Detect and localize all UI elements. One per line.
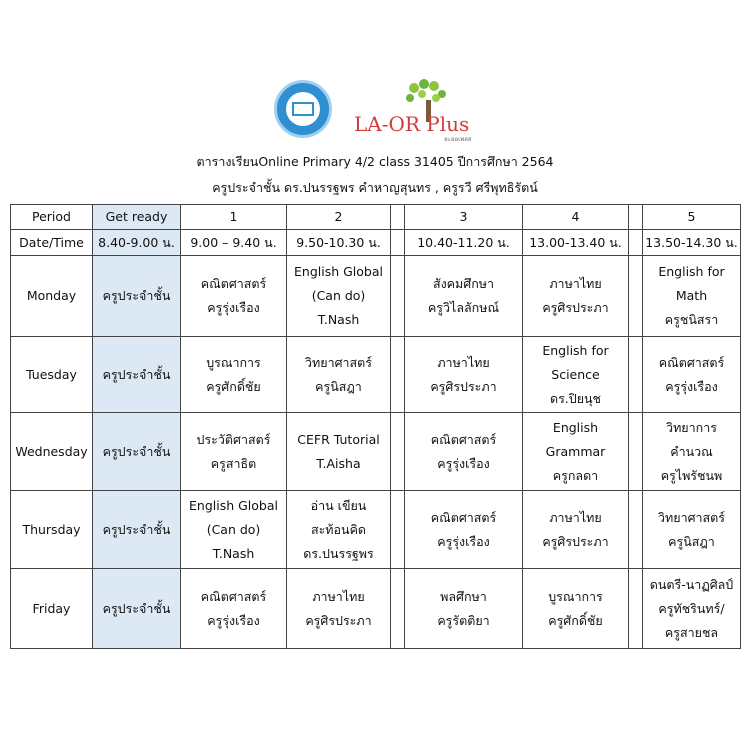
- get-ready-cell: ครูประจำชั้น: [93, 337, 181, 413]
- class-cell: คณิตศาสตร์ ครูรุ่งเรือง: [181, 256, 287, 337]
- class-cell: CEFR Tutorial T.Aisha: [287, 413, 391, 491]
- class-cell: วิทยาศาสตร์ ครูนิสฎา: [643, 491, 741, 569]
- period-4-header: 4: [523, 205, 629, 230]
- day-label: Tuesday: [11, 337, 93, 413]
- day-label: Monday: [11, 256, 93, 337]
- class-cell: ประวัติศาสตร์ ครูสาธิต: [181, 413, 287, 491]
- class-cell: อ่าน เขียน สะท้อนคิด ดร.ปนรรฐพร: [287, 491, 391, 569]
- period-header: Period: [11, 205, 93, 230]
- get-ready-cell: ครูประจำชั้น: [93, 569, 181, 649]
- page-subtitle: ครูประจำชั้น ดร.ปนรรฐพร คำหาญสุนทร , ครูรวี ศรีพุทธิรัตน์: [212, 180, 538, 195]
- day-row: [11, 256, 741, 337]
- class-cell: English for Math ครูชนิสรา: [643, 256, 741, 337]
- header-logos: [0, 78, 750, 143]
- class-cell: ภาษาไทย ครูศิรประภา: [405, 337, 523, 413]
- period-2-time: 9.50-10.30 น.: [287, 230, 391, 256]
- class-cell: English for Science ดร.ปิยนุช: [523, 337, 629, 413]
- class-cell: ดนตรี-นาฏศิลป์ ครูทัชรินทร์/ ครูสายชล: [643, 569, 741, 649]
- class-cell: คณิตศาสตร์ ครูรุ่งเรือง: [181, 569, 287, 649]
- class-cell: วิทยาการ คำนวณ ครูไพรัชนพ: [643, 413, 741, 491]
- class-cell: English Global (Can do) T.Nash: [181, 491, 287, 569]
- day-label: Friday: [11, 569, 93, 649]
- lunch-column: [629, 205, 643, 230]
- laor-plus-subtext: ละออเพลส: [444, 136, 472, 143]
- day-row: [11, 337, 741, 413]
- page-title: ตารางเรียนOnline Primary 4/2 class 31405 ปีการศึกษา 2564: [196, 154, 554, 169]
- period-5-header: 5: [643, 205, 741, 230]
- day-label: Thursday: [11, 491, 93, 569]
- period-3-time: 10.40-11.20 น.: [405, 230, 523, 256]
- laor-plus-logo: [352, 78, 482, 143]
- day-row: [11, 413, 741, 491]
- school-seal-logo: [274, 80, 332, 138]
- get-ready-time: 8.40-9.00 น.: [93, 230, 181, 256]
- datetime-label: Date/Time: [11, 230, 93, 256]
- header-row: [11, 205, 741, 230]
- class-cell: สังคมศึกษา ครูวิไลลักษณ์: [405, 256, 523, 337]
- building-icon: [292, 102, 314, 116]
- time-row: [11, 230, 741, 256]
- period-3-header: 3: [405, 205, 523, 230]
- period-2-header: 2: [287, 205, 391, 230]
- class-cell: บูรณาการ ครูศักดิ์ชัย: [181, 337, 287, 413]
- class-cell: English Global (Can do) T.Nash: [287, 256, 391, 337]
- get-ready-cell: ครูประจำชั้น: [93, 413, 181, 491]
- day-row: [11, 569, 741, 649]
- class-cell: พลศึกษา ครูรัตติยา: [405, 569, 523, 649]
- period-1-time: 9.00 – 9.40 น.: [181, 230, 287, 256]
- class-cell: English Grammar ครูกลดา: [523, 413, 629, 491]
- get-ready-cell: ครูประจำชั้น: [93, 491, 181, 569]
- timetable: [10, 204, 741, 649]
- day-label: Wednesday: [11, 413, 93, 491]
- get-ready-header: Get ready: [93, 205, 181, 230]
- laor-plus-wordmark: LA-OR Plus: [354, 112, 470, 136]
- period-5-time: 13.50-14.30 น.: [643, 230, 741, 256]
- class-cell: คณิตศาสตร์ ครูรุ่งเรือง: [643, 337, 741, 413]
- class-cell: คณิตศาสตร์ ครูรุ่งเรือง: [405, 491, 523, 569]
- class-cell: ภาษาไทย ครูศิรประภา: [523, 491, 629, 569]
- class-cell: วิทยาศาสตร์ ครูนิสฎา: [287, 337, 391, 413]
- class-cell: ภาษาไทย ครูศิรประภา: [287, 569, 391, 649]
- get-ready-cell: ครูประจำชั้น: [93, 256, 181, 337]
- period-4-time: 13.00-13.40 น.: [523, 230, 629, 256]
- class-cell: คณิตศาสตร์ ครูรุ่งเรือง: [405, 413, 523, 491]
- class-cell: บูรณาการ ครูศักดิ์ชัย: [523, 569, 629, 649]
- period-1-header: 1: [181, 205, 287, 230]
- break-column: [391, 205, 405, 230]
- day-row: [11, 491, 741, 569]
- class-cell: ภาษาไทย ครูศิรประภา: [523, 256, 629, 337]
